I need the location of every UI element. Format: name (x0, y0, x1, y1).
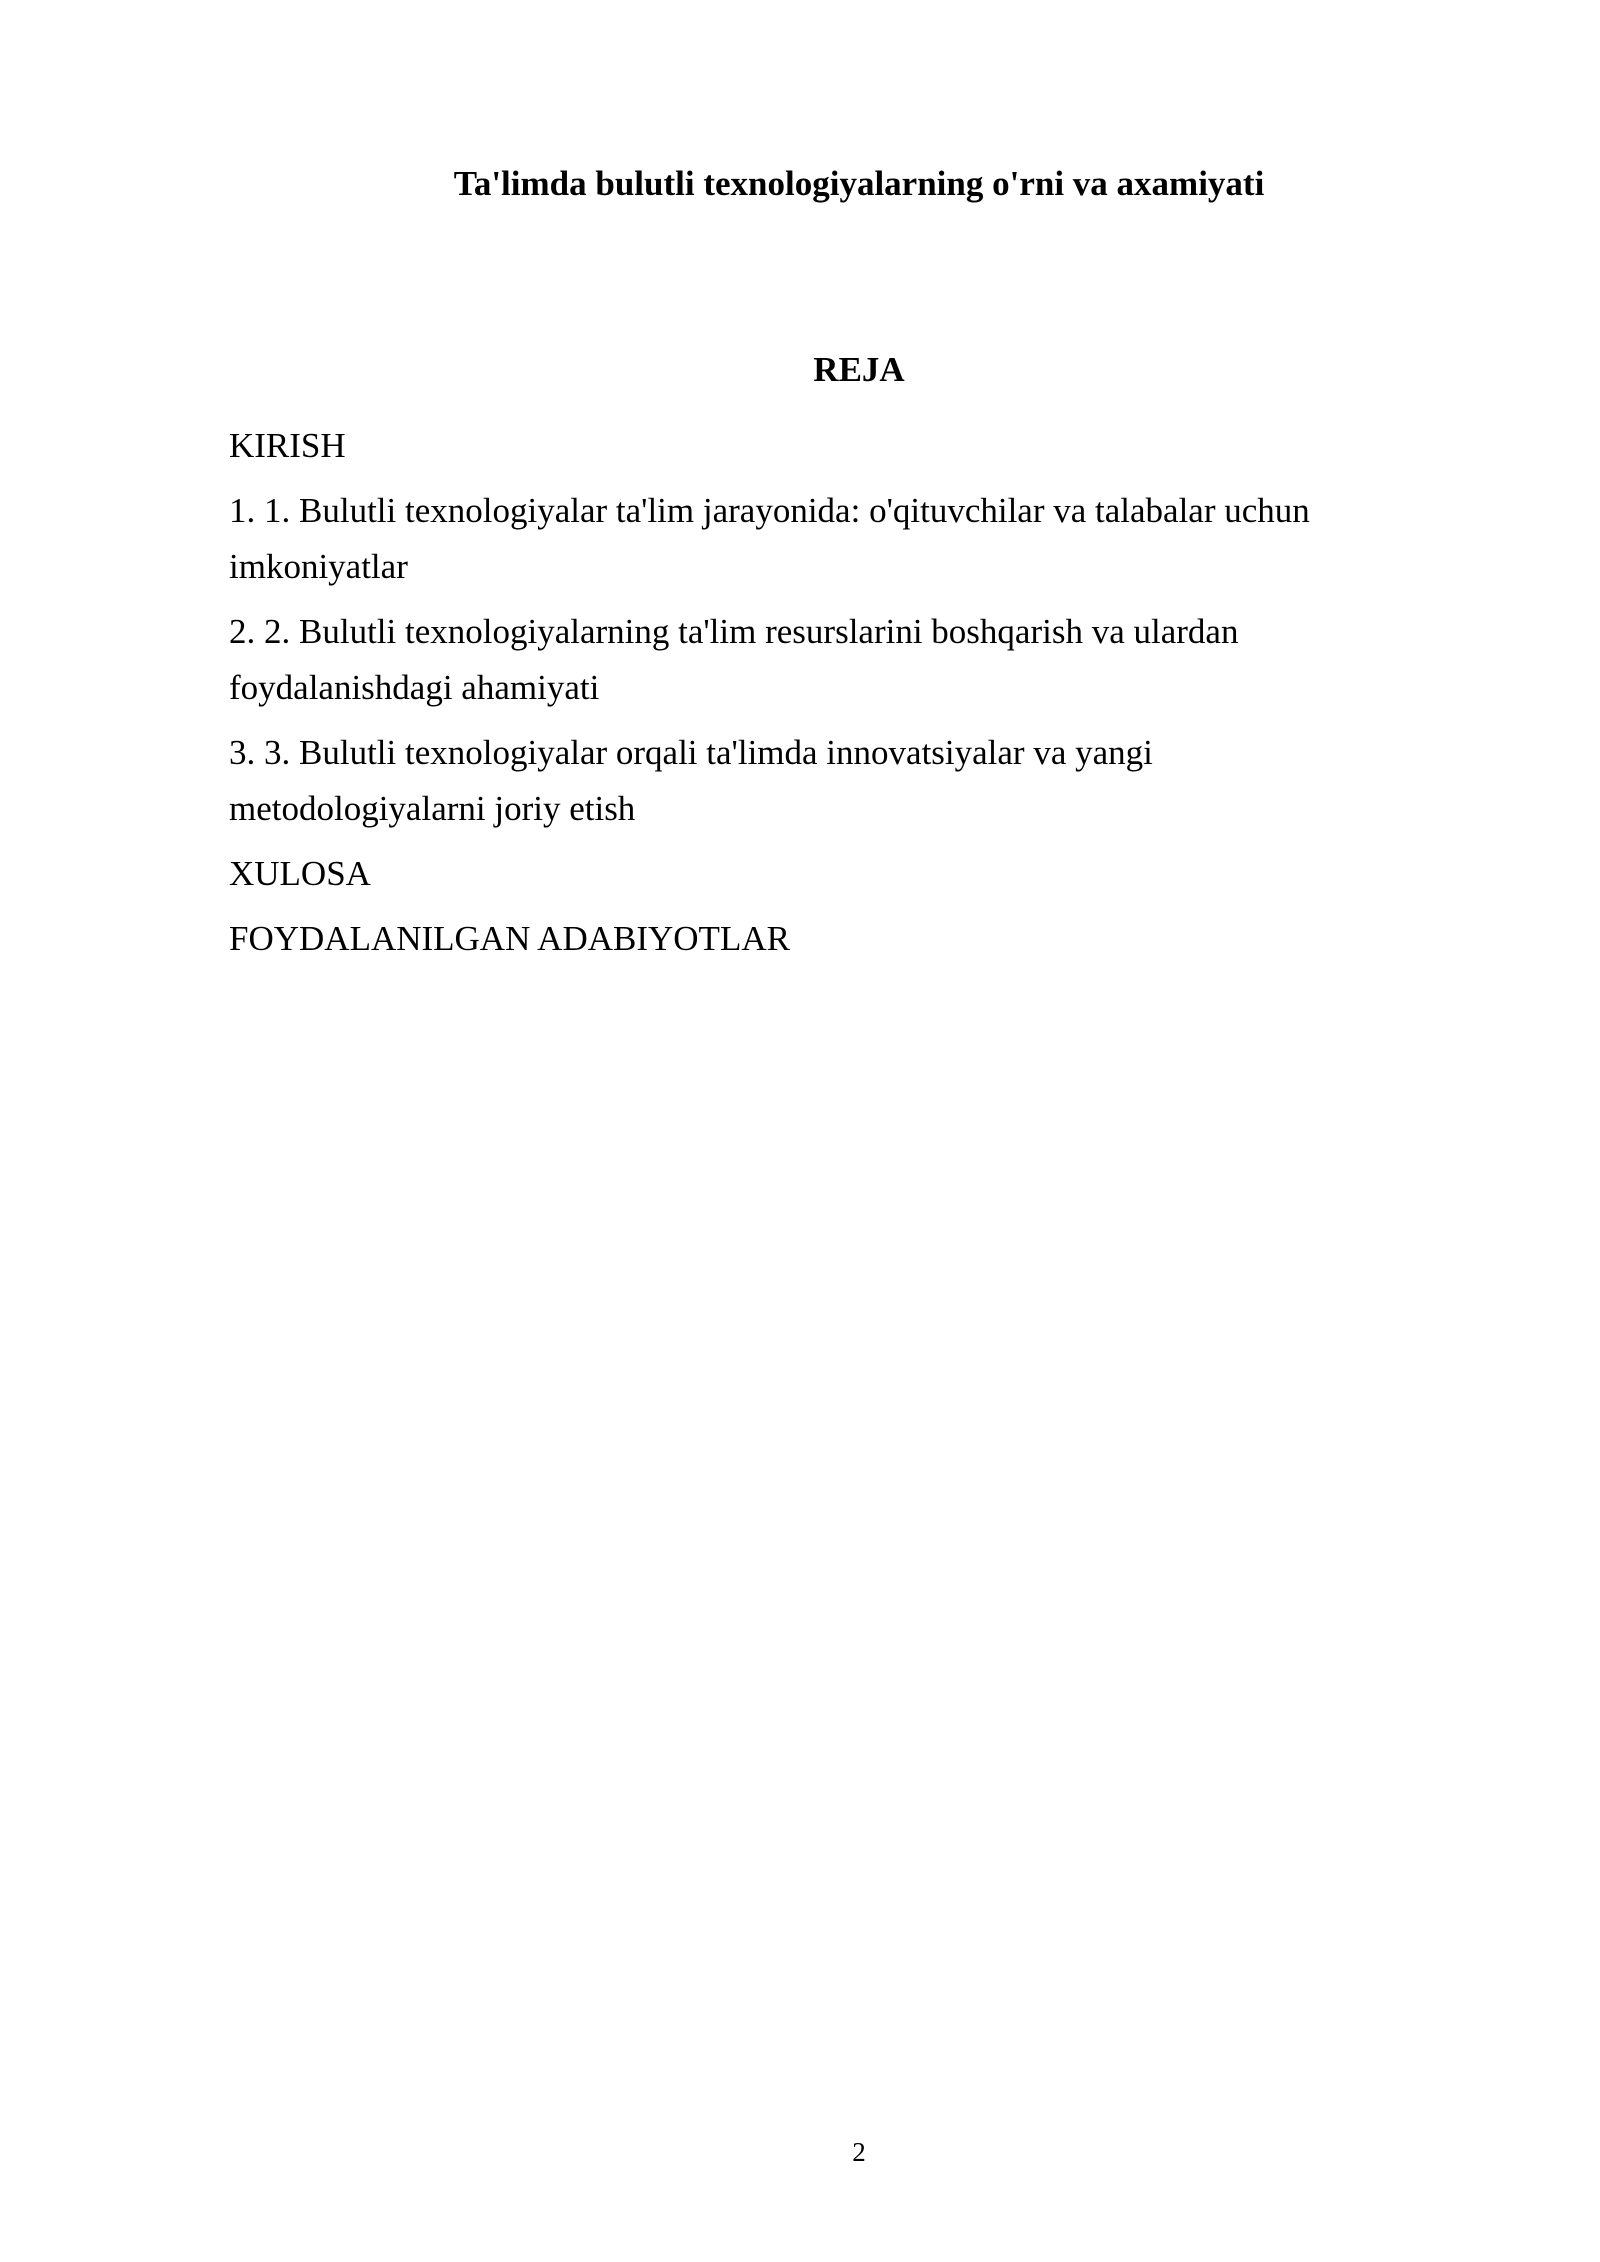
plan-item-references: FOYDALANILGAN ADABIYOTLAR (229, 919, 790, 958)
plan-item-2: 2. 2. Bulutli texnologiyalarning ta'lim resurslarini boshqarish va ulardan foydalanishdagi ahamiyati (229, 612, 1239, 707)
plan-item-3: 3. 3. Bulutli texnologiyalar orqali ta'limda innovatsiyalar va yangi metodologiyalarni joriy etish (229, 733, 1153, 828)
plan-item-introduction: KIRISH (229, 426, 346, 465)
page-number: 2 (852, 2137, 866, 2167)
plan-item-conclusion: XULOSA (229, 854, 371, 893)
document-title: Ta'limda bulutli texnologiyalarning o'rni va axamiyati (453, 164, 1265, 203)
plan-item-1: 1. 1. Bulutli texnologiyalar ta'lim jarayonida: o'qituvchilar va talabalar uchun imkoniyatlar (229, 491, 1310, 586)
plan-heading: REJA (813, 350, 905, 389)
plan-list (229, 418, 1409, 976)
